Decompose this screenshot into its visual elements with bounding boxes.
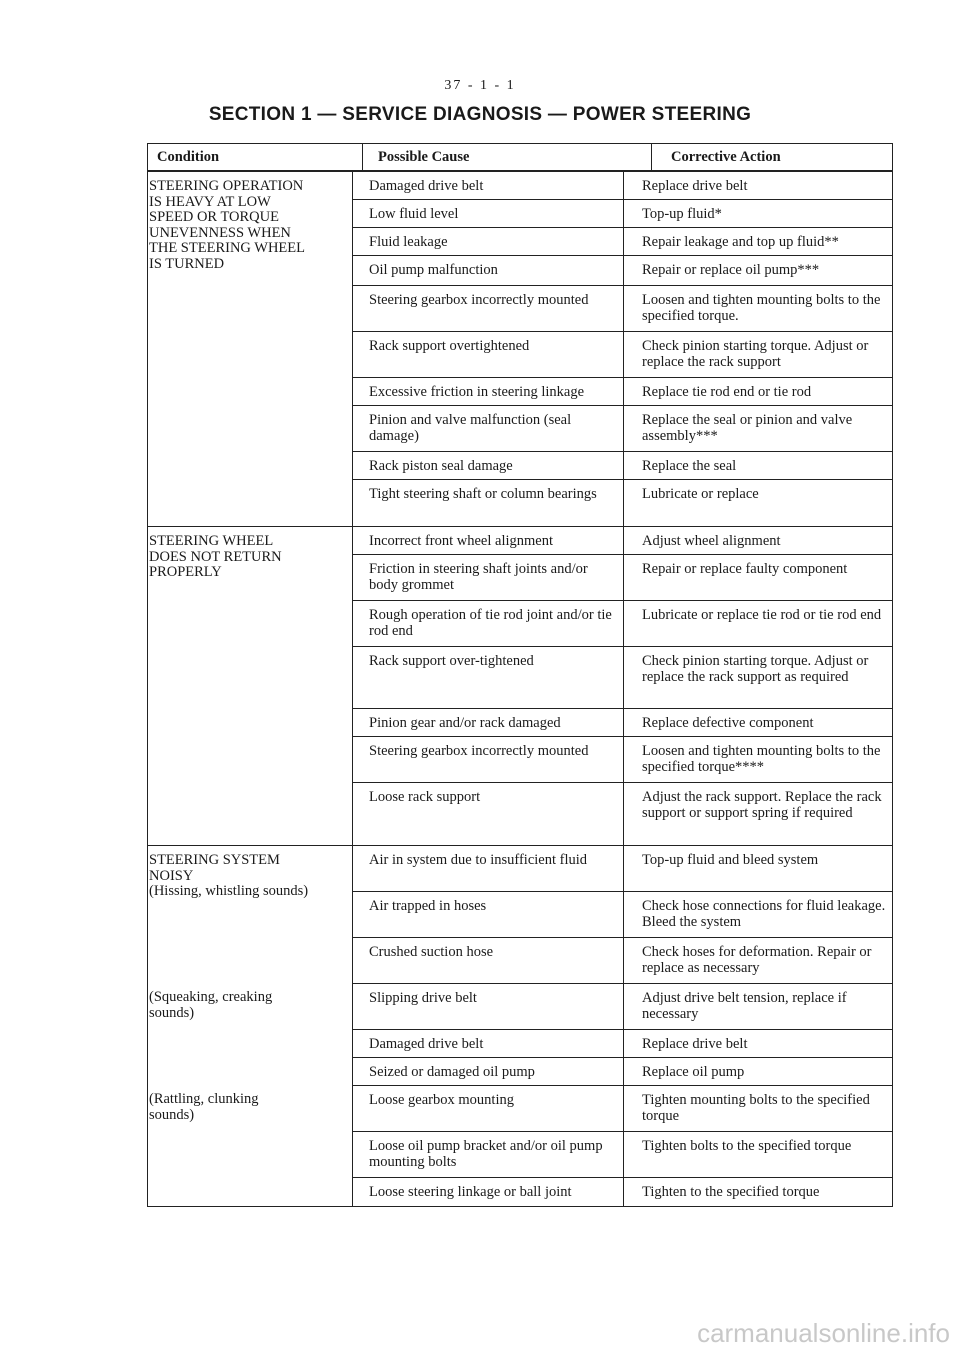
condition-subnote-line: (Rattling, clunking [149, 1091, 259, 1107]
page-number: 37 - 1 - 1 [444, 78, 516, 93]
corrective-action: Tighten bolts to the specified torque [642, 1138, 852, 1154]
possible-cause: Friction in steering shaft joints and/or body grommet [353, 555, 624, 600]
possible-cause: Pinion and valve malfunction (seal damage) [353, 406, 624, 451]
table-row [353, 200, 892, 228]
header-condition: Condition [148, 144, 363, 170]
possible-cause: Loose steering linkage or ball joint [353, 1178, 624, 1206]
page-title: SECTION 1 — SERVICE DIAGNOSIS — POWER STEERING [208, 104, 752, 125]
corrective-action: Replace the seal or pinion and valve assembly*** [642, 412, 853, 444]
possible-cause: Loose oil pump bracket and/or oil pump mounting bolts [353, 1132, 624, 1177]
condition-text: PROPERLY [149, 564, 222, 580]
condition-cell [148, 172, 353, 526]
condition-subnote-line: (Squeaking, creaking [149, 989, 273, 1005]
cause-action-list [353, 846, 892, 1206]
corrective-action: Replace drive belt [642, 178, 748, 194]
condition-text: NOISY [149, 867, 194, 884]
table-row [353, 709, 892, 737]
condition-text: IS TURNED [149, 255, 225, 272]
possible-cause: Incorrect front wheel alignment [353, 527, 624, 554]
corrective-action: Replace defective component [642, 715, 814, 731]
possible-cause: Loose rack support [353, 783, 624, 845]
corrective-action: Check hoses for deformation. Repair or replace as necessary [642, 944, 872, 976]
corrective-action: Replace the seal [642, 458, 737, 474]
corrective-action: Top-up fluid and bleed system [642, 852, 819, 868]
corrective-action: Check pinion starting torque. Adjust or replace the rack support [642, 338, 869, 370]
cause-action-list [353, 527, 892, 845]
corrective-action: Adjust drive belt tension, replace if necessary [642, 990, 847, 1022]
condition-text: THE STEERING WHEEL [149, 240, 305, 256]
condition-text: IS HEAVY AT LOW [149, 193, 271, 210]
table-body [147, 172, 893, 1207]
table-row [353, 846, 892, 892]
table-row [353, 452, 892, 480]
possible-cause: Damaged drive belt [353, 1030, 624, 1057]
possible-cause: Loose gearbox mounting [353, 1086, 624, 1131]
table-row [353, 892, 892, 938]
condition-subnote-line: sounds) [149, 1004, 195, 1021]
condition-subnote-line: sounds) [149, 1106, 195, 1123]
possible-cause: Air trapped in hoses [353, 892, 624, 937]
table-row [353, 737, 892, 783]
condition-text: STEERING OPERATION [149, 178, 304, 194]
cause-action-list [353, 172, 892, 526]
possible-cause: Excessive friction in steering linkage [353, 378, 624, 405]
table-row [353, 555, 892, 601]
corrective-action: Loosen and tighten mounting bolts to the specified torque. [642, 292, 881, 324]
corrective-action: Check pinion starting torque. Adjust or replace the rack support as required [642, 653, 869, 685]
condition-text: STEERING WHEEL [149, 533, 274, 549]
condition-group [147, 527, 893, 846]
table-row [353, 1086, 892, 1132]
watermark: carmanualsonline.info [697, 1318, 950, 1348]
possible-cause: Rack support over-tightened [353, 647, 624, 708]
corrective-action: Adjust the rack support. Replace the rack support or support spring if required [642, 789, 882, 821]
possible-cause: Low fluid level [353, 200, 624, 227]
corrective-action: Tighten to the specified torque [642, 1184, 820, 1200]
possible-cause: Rack support overtightened [353, 332, 624, 377]
table-row [353, 286, 892, 332]
corrective-action: Replace tie rod end or tie rod [642, 384, 812, 400]
table-row [353, 1030, 892, 1058]
table-row [353, 984, 892, 1030]
possible-cause: Fluid leakage [353, 228, 624, 255]
condition-cell [148, 846, 353, 1206]
corrective-action: Repair or replace faulty component [642, 561, 848, 577]
condition-group [147, 846, 893, 1207]
possible-cause: Tight steering shaft or column bearings [353, 480, 624, 526]
table-row [353, 527, 892, 555]
table-row [353, 228, 892, 256]
corrective-action: Tighten mounting bolts to the specified torque [642, 1092, 870, 1124]
possible-cause: Steering gearbox incorrectly mounted [353, 737, 624, 782]
corrective-action: Lubricate or replace [642, 486, 759, 502]
table-row [353, 783, 892, 845]
possible-cause: Steering gearbox incorrectly mounted [353, 286, 624, 331]
condition-subnote [149, 1092, 259, 1123]
table-row [353, 1132, 892, 1178]
possible-cause: Rough operation of tie rod joint and/or tie rod end [353, 601, 624, 646]
table-row [353, 938, 892, 984]
possible-cause: Slipping drive belt [353, 984, 624, 1029]
possible-cause: Crushed suction hose [353, 938, 624, 983]
table-row [353, 406, 892, 452]
table-header [147, 143, 893, 172]
header-possible-cause: Possible Cause [363, 144, 652, 170]
corrective-action: Replace oil pump [642, 1064, 745, 1080]
table-row [353, 256, 892, 286]
header-corrective-action: Corrective Action [671, 149, 781, 165]
corrective-action: Loosen and tighten mounting bolts to the specified torque**** [642, 743, 881, 775]
table-row [353, 1178, 892, 1206]
condition-text: (Hissing, whistling sounds) [149, 883, 309, 899]
condition-cell [148, 527, 353, 845]
corrective-action: Top-up fluid* [642, 206, 722, 222]
possible-cause: Rack piston seal damage [353, 452, 624, 479]
table-row [353, 332, 892, 378]
corrective-action: Replace drive belt [642, 1036, 748, 1052]
corrective-action: Repair leakage and top up fluid** [642, 234, 839, 250]
condition-text: UNEVENNESS WHEN [149, 224, 291, 241]
table-row [353, 647, 892, 709]
possible-cause: Air in system due to insufficient fluid [353, 846, 624, 891]
possible-cause: Oil pump malfunction [353, 256, 624, 285]
corrective-action: Adjust wheel alignment [642, 533, 781, 549]
possible-cause: Pinion gear and/or rack damaged [353, 709, 624, 736]
corrective-action: Check hose connections for fluid leakage. Bleed the system [642, 898, 886, 930]
corrective-action: Lubricate or replace tie rod or tie rod end [642, 607, 882, 623]
diagnosis-table [147, 143, 893, 1207]
corrective-action: Repair or replace oil pump*** [642, 262, 820, 278]
condition-text: SPEED OR TORQUE [149, 209, 279, 225]
table-row [353, 601, 892, 647]
possible-cause: Damaged drive belt [353, 172, 624, 199]
table-row [353, 378, 892, 406]
condition-subnote [149, 990, 272, 1021]
table-row [353, 480, 892, 526]
table-row [353, 172, 892, 200]
possible-cause: Seized or damaged oil pump [353, 1058, 624, 1085]
table-row [353, 1058, 892, 1086]
condition-text: STEERING SYSTEM [149, 852, 280, 868]
condition-group [147, 172, 893, 527]
condition-text: DOES NOT RETURN [149, 548, 282, 565]
